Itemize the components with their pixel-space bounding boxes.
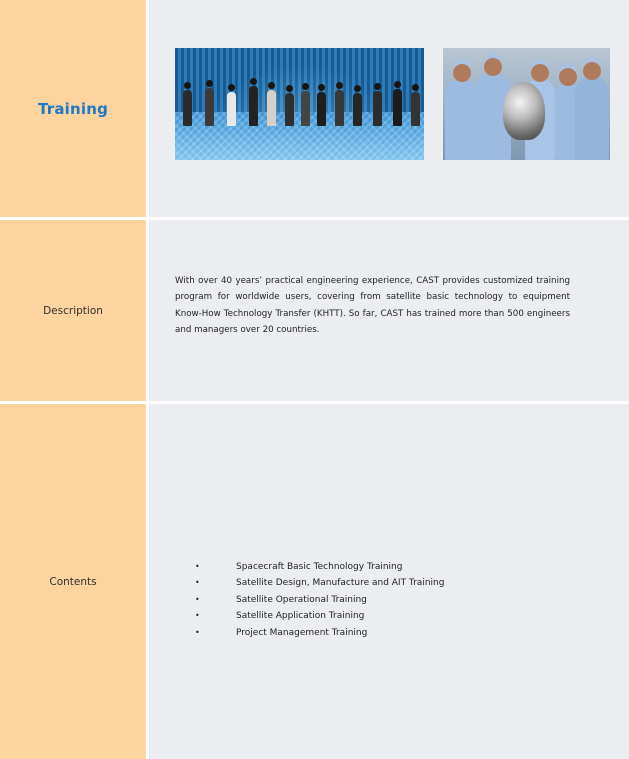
list-item: [149, 608, 444, 624]
anechoic-chamber-photo: [175, 48, 424, 160]
contents-label: Contents: [49, 575, 97, 588]
list-item-label: Satellite Design, Manufacture and AIT Training: [236, 578, 445, 589]
bullet-icon: •: [195, 562, 200, 571]
visitor-figure: [183, 90, 192, 126]
visitor-figure: [267, 90, 276, 126]
visitor-figure: [335, 90, 344, 126]
training-label-cell: [0, 0, 146, 217]
list-item-label: Satellite Application Training: [236, 611, 365, 622]
cleanroom-engineers-photo: [443, 48, 610, 160]
bullet-icon: •: [195, 578, 200, 588]
training-photos-cell: [149, 0, 629, 217]
list-item: [149, 575, 444, 591]
description-label-cell: [0, 220, 146, 401]
list-item: [149, 625, 444, 641]
list-item-label: Spacecraft Basic Technology Training: [236, 562, 403, 572]
visitor-figure: [285, 93, 294, 126]
engineer-figure: [575, 76, 609, 160]
bullet-icon: •: [195, 594, 200, 604]
visitor-figure: [373, 91, 382, 126]
bullet-icon: •: [195, 611, 200, 621]
visitor-figure: [393, 89, 402, 126]
visitor-figure: [317, 92, 326, 126]
training-title: Training: [37, 99, 109, 118]
contents-cell: [149, 404, 629, 759]
visitor-figure: [205, 88, 214, 126]
visitor-figure: [227, 92, 236, 126]
description-text: With over 40 years’ practical engineering experience, CAST provides customized training program for worldwide users, covering from satellite basic technology to equipment Know-How Technology Transfer (KHTT). So far, CAST has trained more than 500 engineers and managers over 20 countries.: [175, 276, 570, 335]
contents-list: [149, 559, 444, 641]
list-item: [149, 559, 444, 575]
list-item: [149, 592, 444, 608]
visitor-figure: [353, 93, 362, 126]
engineer-figure: [445, 78, 479, 160]
description-cell: [149, 220, 629, 401]
visitor-figure: [249, 86, 258, 126]
contents-label-cell: [0, 404, 146, 759]
list-item-label: Satellite Operational Training: [236, 594, 367, 605]
description-label: Description: [43, 304, 103, 317]
visitor-figure: [411, 92, 420, 126]
satellite-model: [503, 82, 545, 140]
bullet-icon: •: [195, 627, 200, 637]
list-item-label: Project Management Training: [236, 627, 368, 638]
visitor-figure: [301, 91, 310, 126]
